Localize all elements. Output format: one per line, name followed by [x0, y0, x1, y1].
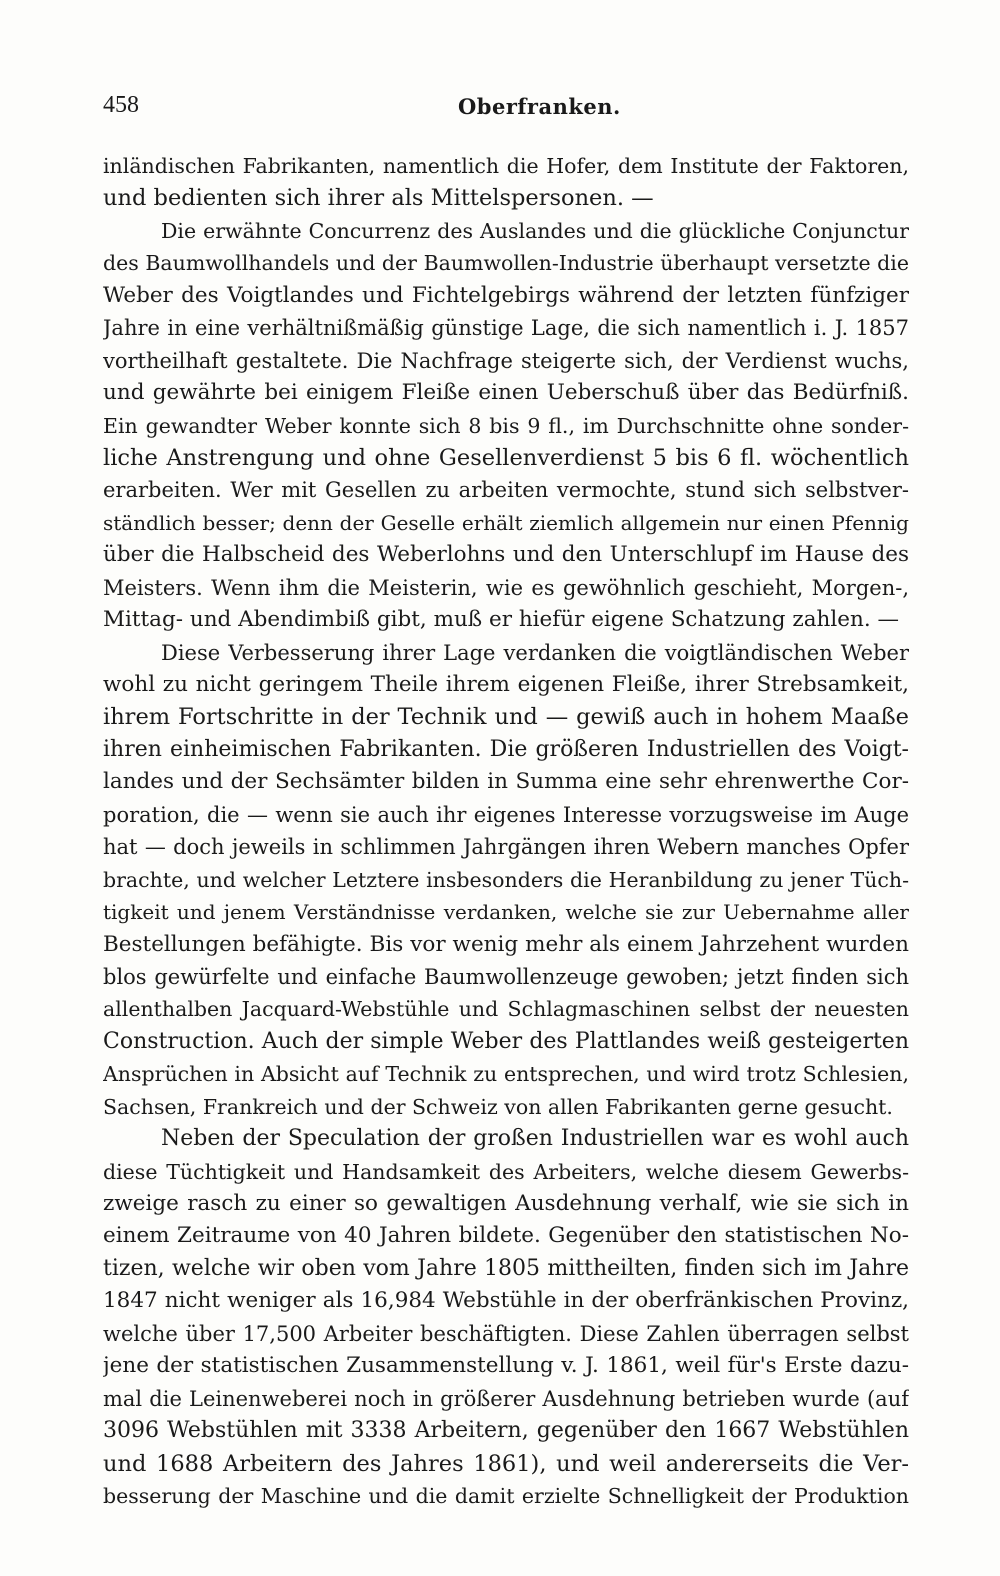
- text-line: ihren einheimischen Fabrikanten. Die größeren Industriellen des Voigt-: [103, 736, 909, 762]
- text-line: erarbeiten. Wer mit Gesellen zu arbeiten vermochte, stund sich selbstver-: [103, 478, 909, 503]
- text-line: Diese Verbesserung ihrer Lage verdanken die voigtländischen Weber: [161, 640, 909, 665]
- text-line: allenthalben Jacquard-Webstühle und Schlagmaschinen selbst der neuesten: [103, 997, 909, 1022]
- text-line: über die Halbscheid des Weberlohns und den Unterschlupf im Hause des: [103, 542, 909, 568]
- running-head: Oberfranken.: [458, 94, 621, 119]
- text-line: landes und der Sechsämter bilden in Summa eine sehr ehrenwerthe Cor-: [103, 769, 909, 795]
- text-line: liche Anstrengung und ohne Gesellenverdienst 5 bis 6 fl. wöchentlich: [103, 444, 909, 471]
- text-line: Jahre in eine verhältnißmäßig günstige Lage, die sich namentlich i. J. 1857: [103, 316, 909, 341]
- text-line: jene der statistischen Zusammenstellung v. J. 1861, weil für's Erste dazu-: [103, 1353, 909, 1379]
- text-line: des Baumwollhandels und der Baumwollen-Industrie überhaupt versetzte die: [103, 251, 909, 276]
- text-line: zweige rasch zu einer so gewaltigen Ausdehnung verhalf, wie sie sich in: [103, 1191, 909, 1216]
- text-line: Sachsen, Frankreich und der Schweiz von allen Fabrikanten gerne gesucht.: [103, 1094, 893, 1119]
- text-line: und 1688 Arbeitern des Jahres 1861), und weil andererseits die Ver-: [103, 1450, 909, 1477]
- text-line: und gewährte bei einigem Fleiße einen Ueberschuß über das Bedürfniß.: [103, 380, 909, 406]
- text-line: welche über 17,500 Arbeiter beschäftigten. Diese Zahlen überragen selbst: [103, 1321, 909, 1346]
- text-line: tigkeit und jenem Verständnisse verdanken, welche sie zur Uebernahme aller: [103, 900, 909, 925]
- text-line: Construction. Auch der simple Weber des Plattlandes weiß gesteigerten: [103, 1028, 909, 1054]
- page-number: 458: [103, 92, 139, 118]
- text-line: Meisters. Wenn ihm die Meisterin, wie es gewöhnlich geschieht, Morgen-,: [103, 575, 909, 600]
- text-line: und bedienten sich ihrer als Mittelspersonen. —: [103, 185, 654, 212]
- text-line: einem Zeitraume von 40 Jahren bildete. Gegenüber den statistischen No-: [103, 1223, 909, 1249]
- text-line: ihrem Fortschritte in der Technik und — gewiß auch in hohem Maaße: [103, 704, 909, 731]
- body-text: [103, 150, 909, 1512]
- text-line: poration, die — wenn sie auch ihr eigenes Interesse vorzugsweise im Auge: [103, 802, 909, 827]
- text-line: besserung der Maschine und die damit erzielte Schnelligkeit der Produktion: [103, 1483, 909, 1508]
- text-line: Weber des Voigtlandes und Fichtelgebirgs während der letzten fünfziger: [103, 282, 909, 308]
- text-line: tizen, welche wir oben vom Jahre 1805 mittheilten, finden sich im Jahre: [103, 1255, 909, 1281]
- text-line: Ansprüchen in Absicht auf Technik zu entsprechen, und wird trotz Schlesien,: [103, 1062, 909, 1087]
- text-line: brachte, und welcher Letztere insbesonders die Heranbildung zu jener Tüch-: [103, 867, 909, 892]
- text-line: vortheilhaft gestaltete. Die Nachfrage steigerte sich, der Verdienst wuchs,: [103, 348, 909, 373]
- text-line: Mittag- und Abendimbiß gibt, muß er hiefür eigene Schatzung zahlen. —: [103, 607, 899, 633]
- page-header: [103, 92, 909, 132]
- text-line: Die erwähnte Concurrenz des Auslandes und die glückliche Conjunctur: [161, 218, 909, 243]
- text-line: diese Tüchtigkeit und Handsamkeit des Arbeiters, welche diesem Gewerbs-: [103, 1159, 909, 1184]
- text-line: blos gewürfelte und einfache Baumwollenzeuge gewoben; jetzt finden sich: [103, 964, 909, 989]
- text-line: wohl zu nicht geringem Theile ihrem eigenen Fleiße, ihrer Strebsamkeit,: [103, 672, 909, 697]
- text-line: inländischen Fabrikanten, namentlich die Hofer, dem Institute der Faktoren,: [103, 154, 909, 178]
- text-line: ständlich besser; denn der Geselle erhält ziemlich allgemein nur einen Pfennig: [103, 510, 909, 535]
- text-line: hat — doch jeweils in schlimmen Jahrgängen ihren Webern manches Opfer: [103, 835, 909, 860]
- text-line: Neben der Speculation der großen Industriellen war es wohl auch: [161, 1126, 909, 1152]
- text-line: 3096 Webstühlen mit 3338 Arbeitern, gegenüber den 1667 Webstühlen: [103, 1418, 909, 1444]
- text-line: 1847 nicht weniger als 16,984 Webstühle in der oberfränkischen Provinz,: [103, 1288, 909, 1314]
- text-line: Bestellungen befähigte. Bis vor wenig mehr als einem Jahrzehent wurden: [103, 931, 909, 957]
- text-line: Ein gewandter Weber konnte sich 8 bis 9 fl., im Durchschnitte ohne sonder-: [103, 413, 909, 438]
- text-line: mal die Leinenweberei noch in größerer Ausdehnung betrieben wurde (auf: [103, 1386, 909, 1411]
